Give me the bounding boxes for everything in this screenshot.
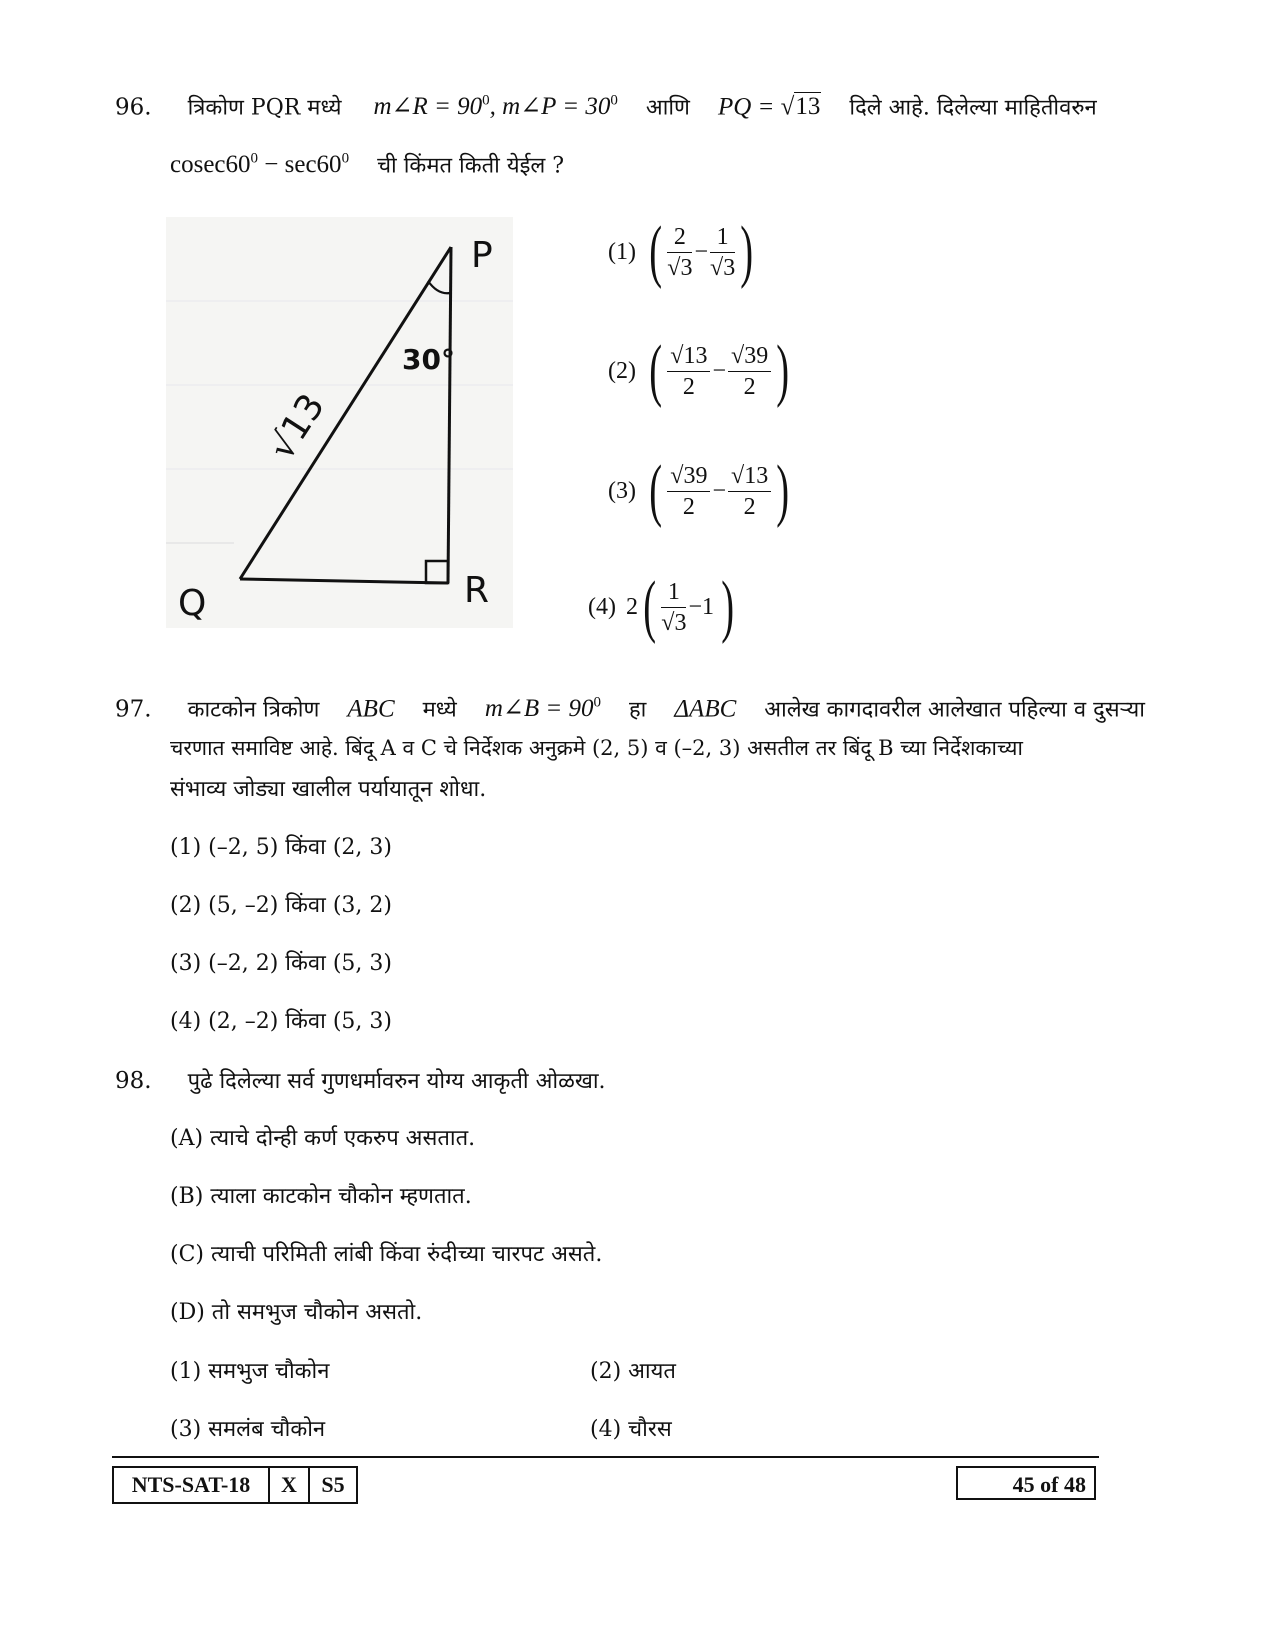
label-q: Q bbox=[178, 583, 207, 624]
angle-arc bbox=[428, 281, 450, 293]
q98-statement-b: (B) त्याला काटकोन चौकोन म्हणतात. bbox=[170, 1184, 472, 1209]
label-r: R bbox=[464, 570, 490, 611]
q97-option-2[interactable]: (2) (5, –2) किंवा (3, 2) bbox=[170, 893, 392, 918]
q96-text2: दिले आहे. दिलेल्या माहितीवरुन bbox=[849, 95, 1097, 121]
q98-option-2[interactable]: (2) आयत bbox=[590, 1359, 676, 1384]
footer-section: S5 bbox=[308, 1466, 358, 1504]
q96-pq: PQ = √13 bbox=[717, 93, 821, 121]
q98-option-1[interactable]: (1) समभुज चौकोन bbox=[170, 1359, 330, 1384]
label-angle: 30° bbox=[402, 343, 455, 376]
q97-option-1[interactable]: (1) (–2, 5) किंवा (2, 3) bbox=[170, 835, 392, 860]
q98-line1: 98. पुढे दिलेल्या सर्व गुणधर्मावरुन योग्य आकृती ओळखा. bbox=[115, 1068, 606, 1094]
q97-option-4[interactable]: (4) (2, –2) किंवा (5, 3) bbox=[170, 1009, 392, 1034]
q96-option-1[interactable]: (1) ( $\frac{2}{√3}$ − $\frac{1}{√3}$ ) bbox=[608, 213, 754, 290]
q97-line1: 97. काटकोन त्रिकोण ABC मध्ये m∠B = $90^0$ हा ΔABC आलेख कागदावरील आलेखात पहिल्या व दुसऱ्या bbox=[115, 695, 1145, 723]
q96-line1 bbox=[115, 86, 1097, 123]
q96-option-4[interactable]: (4) 2 ( $\frac{1}{√3}$ −1 ) bbox=[588, 568, 735, 645]
q97-number: 97. bbox=[115, 696, 152, 723]
label-side: √13 bbox=[261, 386, 333, 467]
footer-class: X bbox=[268, 1466, 310, 1504]
q98-number: 98. bbox=[115, 1068, 152, 1094]
q98-option-3[interactable]: (3) समलंब चौकोन bbox=[170, 1417, 326, 1442]
q97-option-3[interactable]: (3) (–2, 2) किंवा (5, 3) bbox=[170, 951, 392, 976]
footer-rule bbox=[112, 1456, 1099, 1458]
q97-cond: m∠B = $90^0$ bbox=[484, 695, 601, 723]
q96-option-2[interactable]: (2) ( $\frac{√13}{2}$ − $\frac{√39}{2}$ ) bbox=[608, 332, 790, 409]
q96-line2 bbox=[170, 144, 564, 181]
triangle-figure bbox=[166, 217, 513, 628]
label-p: P bbox=[471, 235, 493, 276]
q96-number: 96. bbox=[115, 94, 152, 121]
q96-text1: त्रिकोण PQR मध्ये bbox=[187, 95, 342, 121]
q96-cond-p: m∠P = $30^0$ bbox=[502, 93, 618, 121]
q96-expression: $cosec60^0 - \sec 60^0$ bbox=[170, 151, 350, 179]
footer-code: NTS-SAT-18 bbox=[112, 1466, 270, 1504]
q96-option-3[interactable]: (3) ( $\frac{√39}{2}$ − $\frac{√13}{2}$ ) bbox=[608, 452, 790, 529]
q98-option-4[interactable]: (4) चौरस bbox=[590, 1417, 672, 1442]
q97-line2: चरणात समाविष्ट आहे. बिंदू A व C चे निर्देशक अनुक्रमे (2, 5) व (–2, 3) असतील तर बिंदू B च्या निर्देशकाच्या bbox=[170, 736, 1023, 760]
q98-statement-a: (A) त्याचे दोन्ही कर्ण एकरुप असतात. bbox=[170, 1126, 476, 1151]
q98-statement-c: (C) त्याची परिमिती लांबी किंवा रुंदीच्या चारपट असते. bbox=[170, 1242, 603, 1267]
q96-figure bbox=[166, 217, 513, 628]
side-pq bbox=[240, 247, 451, 579]
side-pr bbox=[448, 247, 451, 583]
q96-cond-r: m∠R = $90^0$, bbox=[373, 93, 503, 121]
q98-statement-d: (D) तो समभुज चौकोन असतो. bbox=[170, 1300, 423, 1325]
right-angle-mark bbox=[426, 561, 448, 583]
q97-line3: संभाव्य जोड्या खालील पर्यायातून शोधा. bbox=[170, 777, 487, 802]
q96-text3: ची किंमत किती येईल ? bbox=[377, 153, 565, 179]
q96-and: आणि bbox=[645, 95, 690, 121]
side-qr bbox=[240, 579, 448, 583]
footer-page: 45 of 48 bbox=[956, 1466, 1096, 1500]
